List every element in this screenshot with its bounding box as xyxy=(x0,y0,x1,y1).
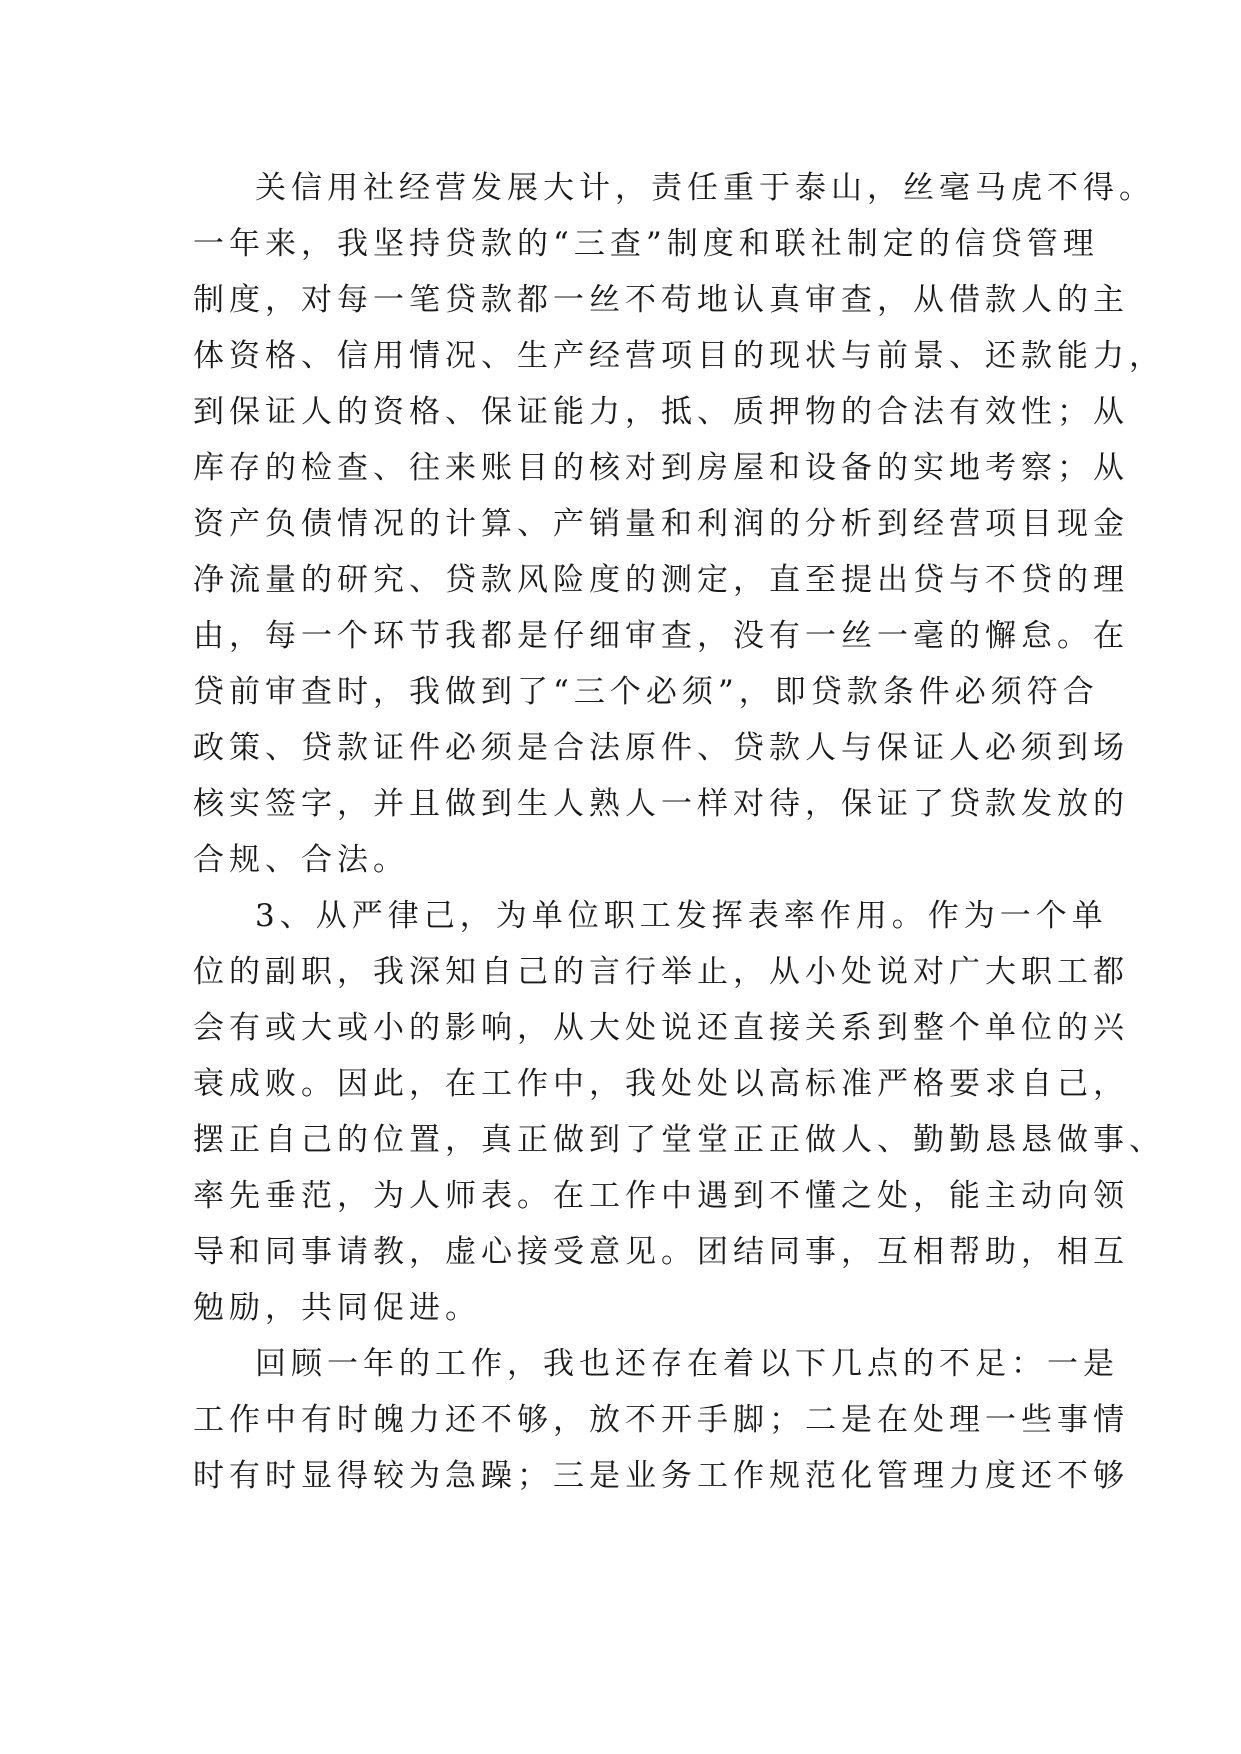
text-line: 政策、贷款证件必须是合法原件、贷款人与保证人必须到场 xyxy=(193,730,1129,766)
text-line: 合规、合法。 xyxy=(193,842,409,878)
text-line: 时有时显得较为急躁；三是业务工作规范化管理力度还不够 xyxy=(193,1458,1129,1494)
paragraph-start-line: 3、从严律己，为单位职工发挥表率作用。作为一个单 xyxy=(255,898,1108,934)
text-line: 会有或大或小的影响，从大处说还直接关系到整个单位的兴 xyxy=(193,1010,1129,1046)
text-line: 一年来，我坚持贷款的“三查”制度和联社制定的信贷管理 xyxy=(193,226,1099,262)
text-line: 位的副职，我深知自己的言行举止，从小处说对广大职工都 xyxy=(193,954,1129,990)
text-line: 率先垂范，为人师表。在工作中遇到不懂之处，能主动向领 xyxy=(193,1178,1129,1214)
text-line: 体资格、信用情况、生产经营项目的现状与前景、还款能力， xyxy=(193,338,1165,374)
text-line: 贷前审查时，我做到了“三个必须”，即贷款条件必须符合 xyxy=(193,674,1099,710)
text-line: 制度，对每一笔贷款都一丝不苟地认真审查，从借款人的主 xyxy=(193,282,1129,318)
text-line: 净流量的研究、贷款风险度的测定，直至提出贷与不贷的理 xyxy=(193,562,1129,598)
body-text xyxy=(193,160,1165,1504)
text-line: 到保证人的资格、保证能力，抵、质押物的合法有效性；从 xyxy=(193,394,1129,430)
text-line: 由，每一个环节我都是仔细审查，没有一丝一毫的懈怠。在 xyxy=(193,618,1129,654)
text-line: 关信用社经营发展大计，责任重于泰山，丝毫马虎不得。 xyxy=(255,170,1155,206)
text-line: 导和同事请教，虚心接受意见。团结同事，互相帮助，相互 xyxy=(193,1234,1129,1270)
text-line: 资产负债情况的计算、产销量和利润的分析到经营项目现金 xyxy=(193,506,1129,542)
text-line: 库存的检查、往来账目的核对到房屋和设备的实地考察；从 xyxy=(193,450,1129,486)
text-line: 勉励，共同促进。 xyxy=(193,1290,481,1326)
text-line: 核实签字，并且做到生人熟人一样对待，保证了贷款发放的 xyxy=(193,786,1129,822)
paragraph-start-line: 回顾一年的工作，我也还存在着以下几点的不足：一是 xyxy=(255,1346,1119,1382)
text-line: 衰成败。因此，在工作中，我处处以高标准严格要求自己， xyxy=(193,1066,1129,1102)
text-line: 工作中有时魄力还不够，放不开手脚；二是在处理一些事情 xyxy=(193,1402,1129,1438)
text-line: 摆正自己的位置，真正做到了堂堂正正做人、勤勤恳恳做事、 xyxy=(193,1122,1165,1158)
